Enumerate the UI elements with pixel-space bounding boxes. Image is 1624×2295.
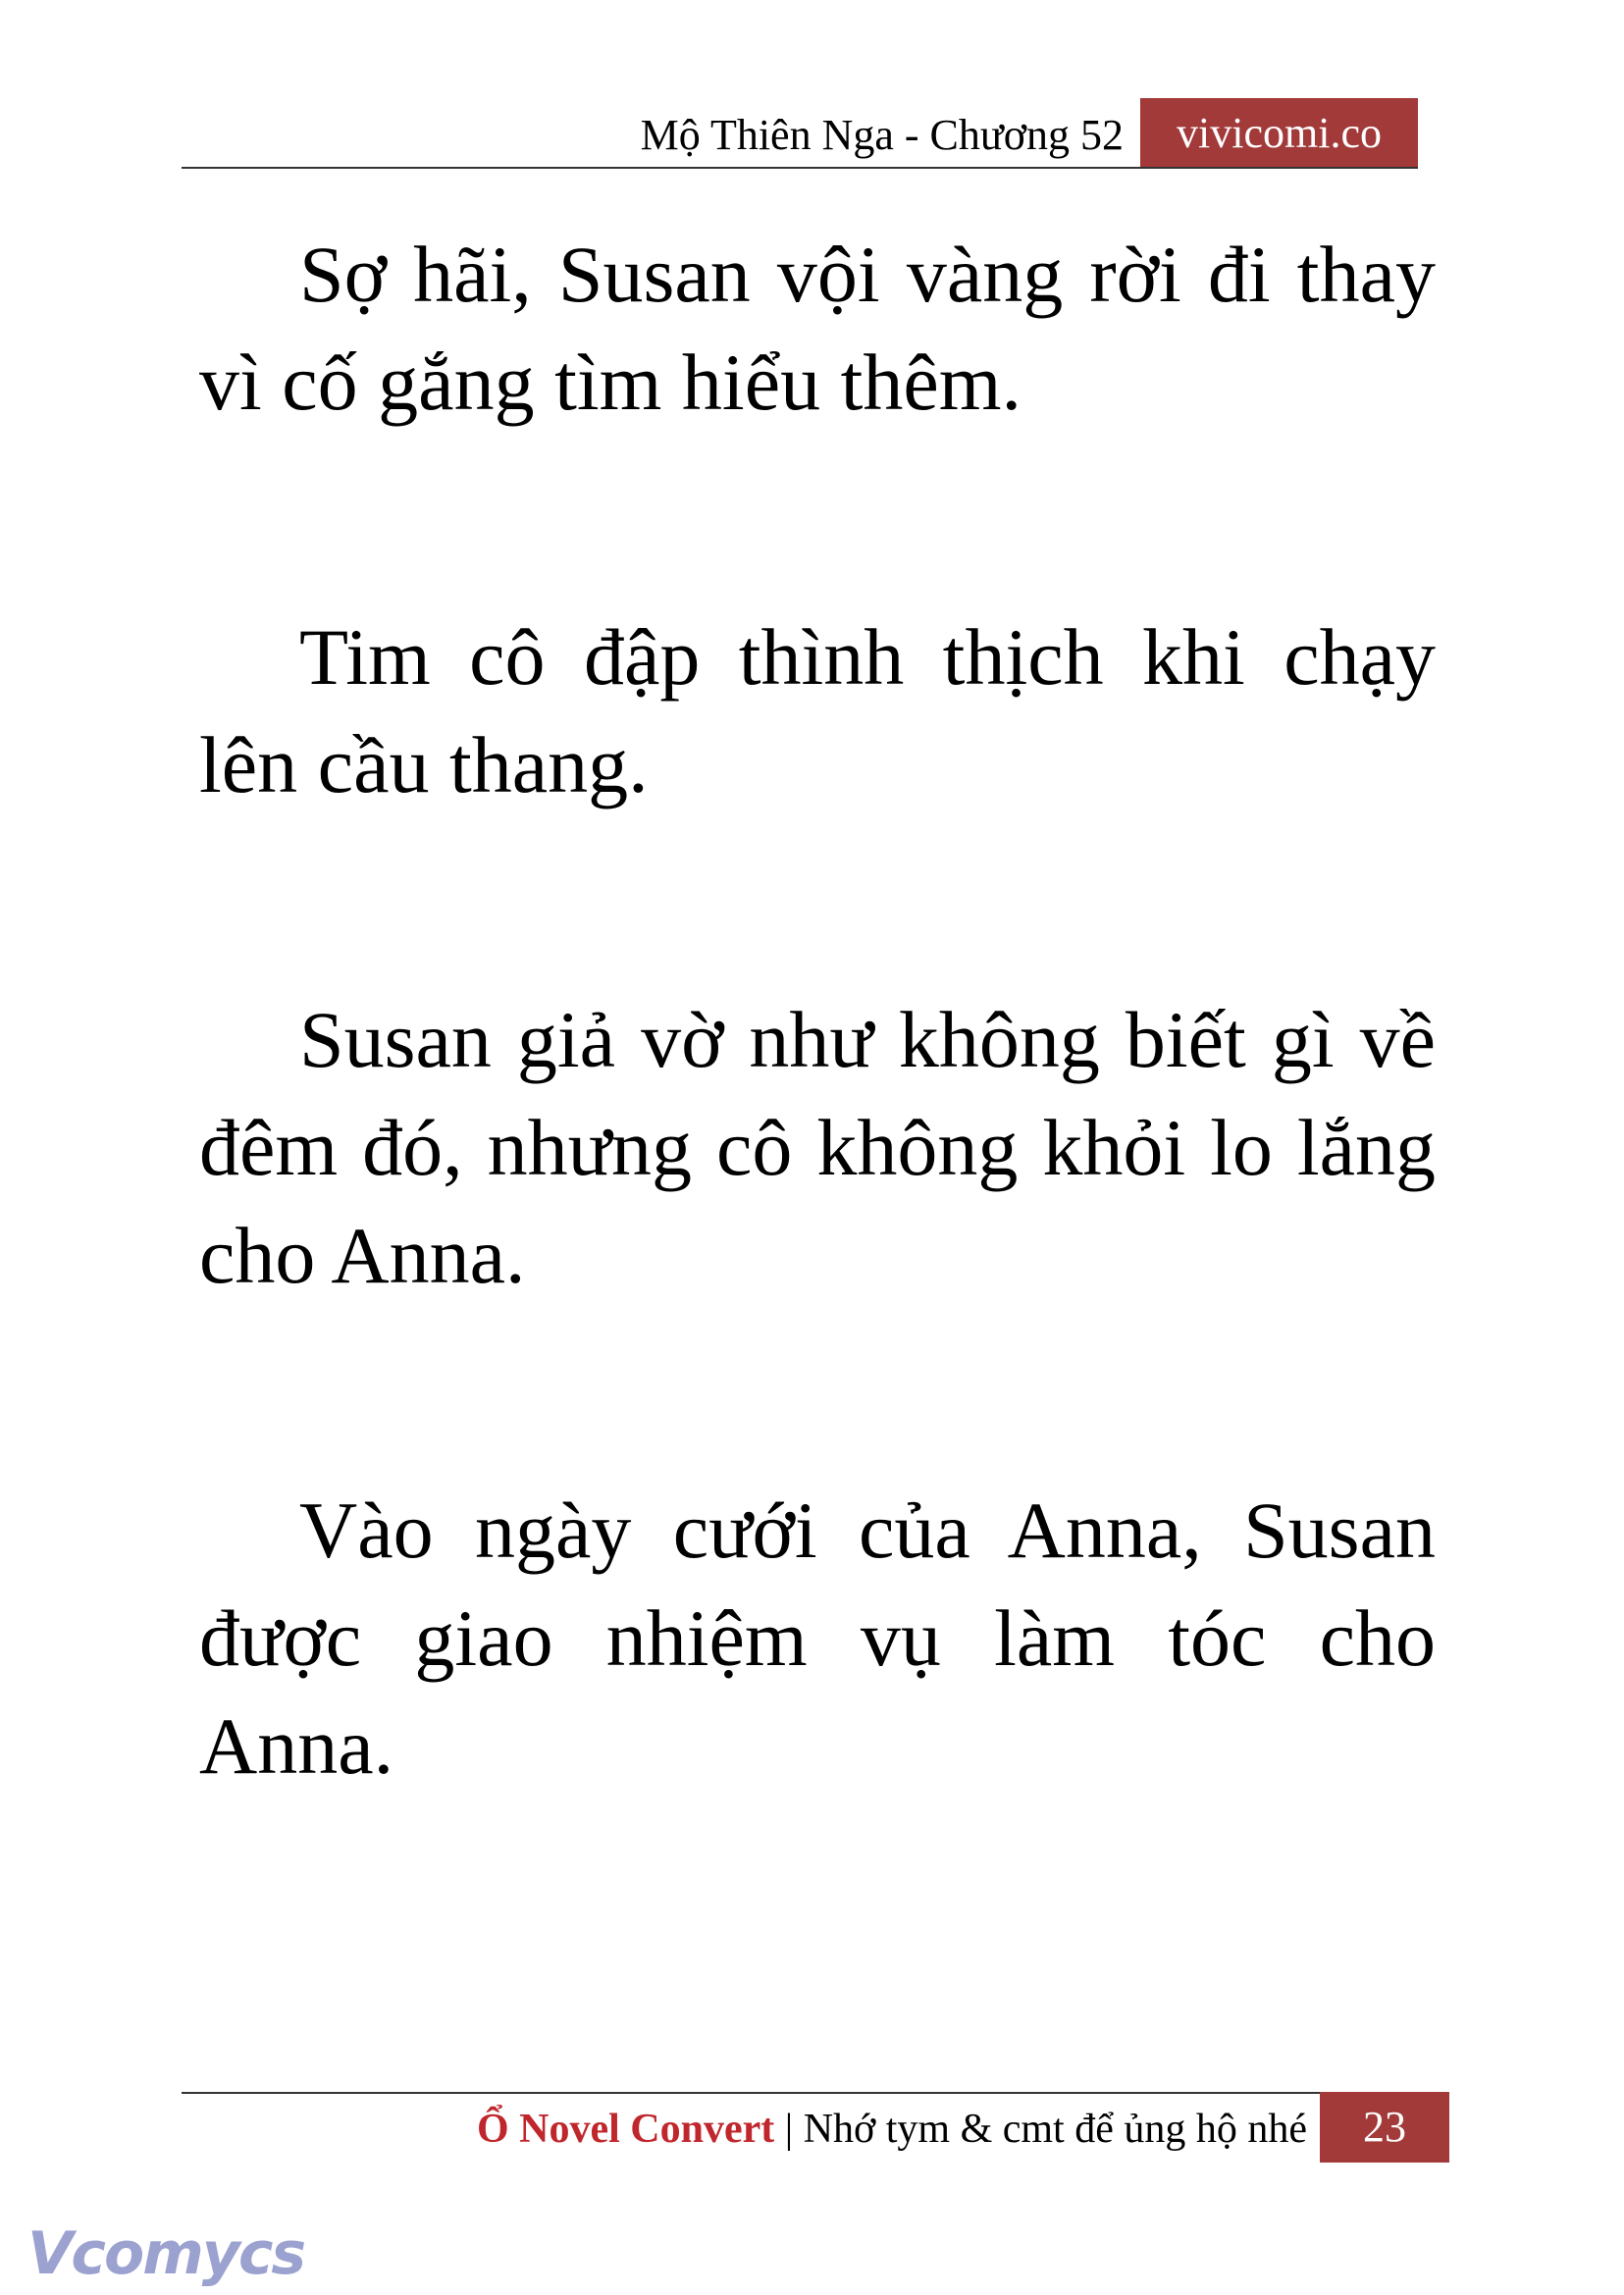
- paragraph-1: Sợ hãi, Susan vội vàng rời đi thay vì cố gắng tìm hiểu thêm.: [199, 230, 1436, 427]
- page-footer: [182, 2092, 1449, 2163]
- paragraph-2: Tim cô đập thình thịch khi chạy lên cầu thang.: [199, 612, 1436, 809]
- footer-separator: |: [774, 2107, 804, 2152]
- header-divider: [182, 167, 1418, 169]
- page-header: [182, 98, 1418, 169]
- watermark-logo: Vcomycs: [27, 2219, 305, 2288]
- footer-message: Nhớ tym & cmt để ủng hộ nhé: [803, 2107, 1307, 2152]
- footer-credit: [477, 2104, 1307, 2155]
- site-badge: vivicomi.co: [1140, 98, 1418, 169]
- page-number: 23: [1320, 2092, 1449, 2163]
- page-body: [199, 221, 1436, 1800]
- paragraph-3: Susan giả vờ như không biết gì về đêm đó, nhưng cô không khỏi lo lắng cho Anna.: [199, 995, 1436, 1300]
- footer-divider: [182, 2092, 1449, 2094]
- footer-brand: Ổ Novel Convert: [476, 2107, 775, 2152]
- paragraph-4: Vào ngày cưới của Anna, Susan được giao nhiệm vụ làm tóc cho Anna.: [199, 1486, 1436, 1791]
- chapter-title: Mộ Thiên Nga - Chương 52: [640, 111, 1124, 159]
